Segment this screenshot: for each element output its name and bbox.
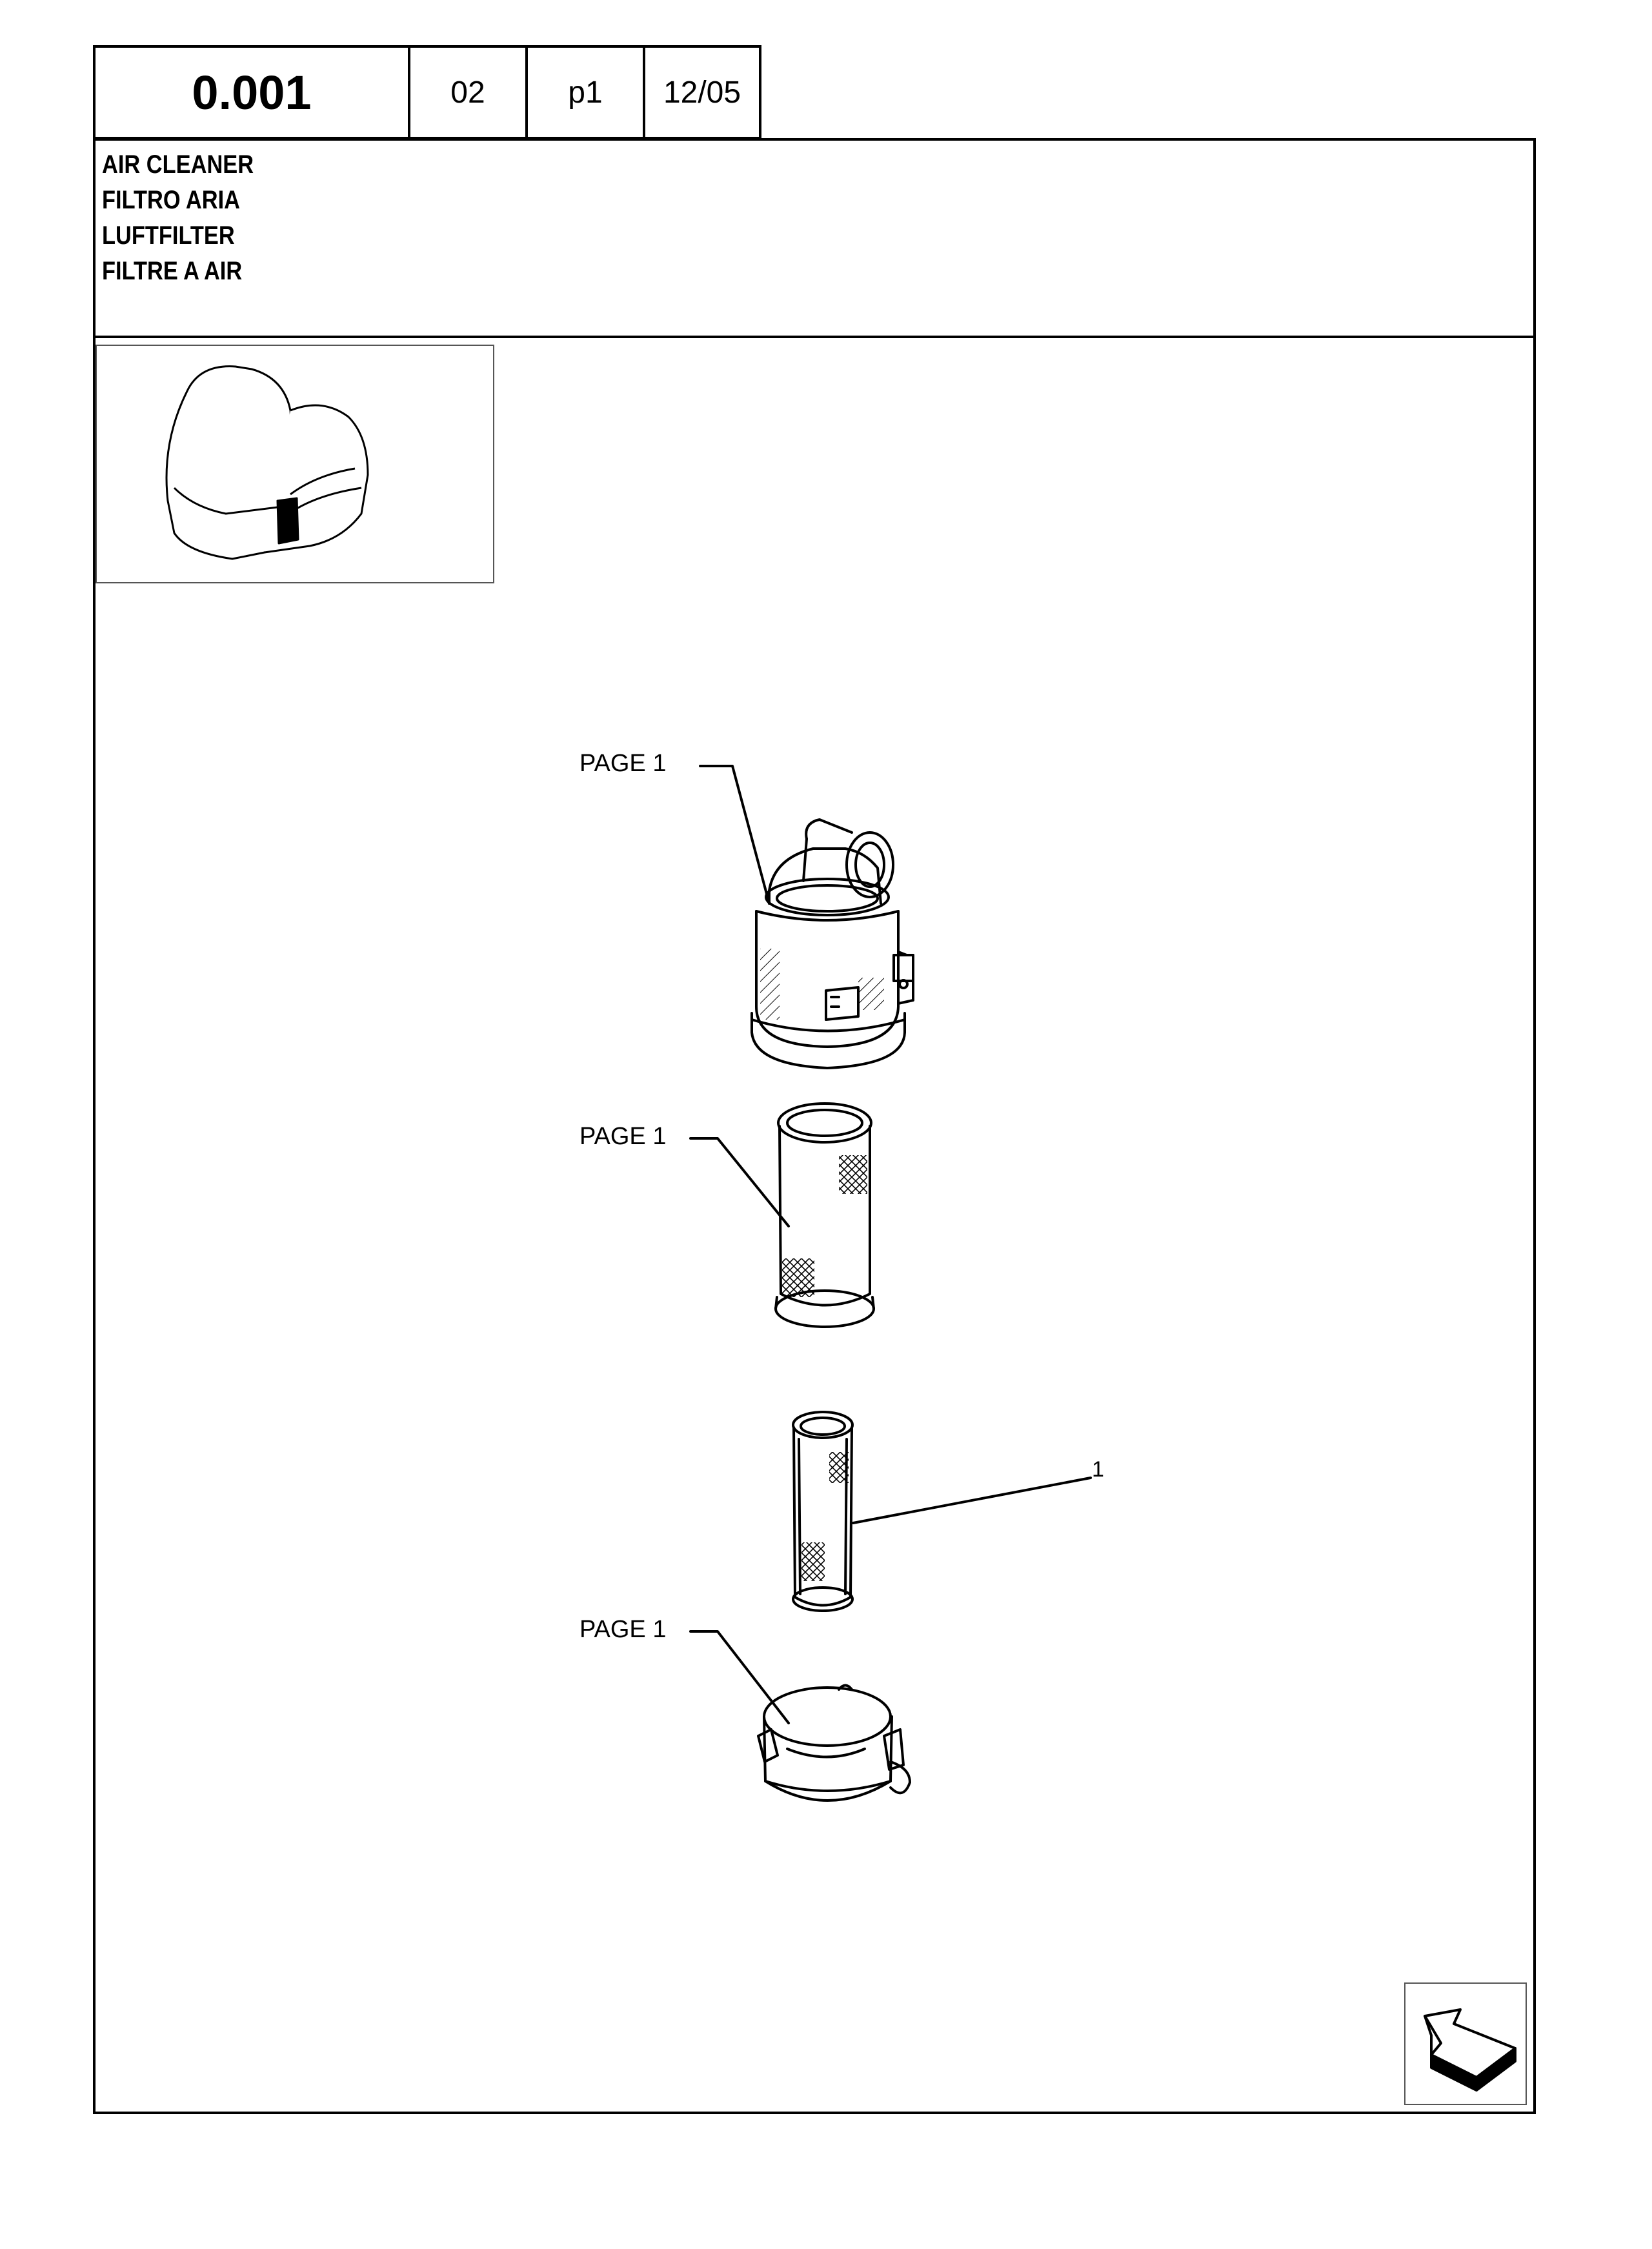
callout-safety-element-ref: 1 — [1092, 1457, 1104, 1482]
revision-text: 02 — [450, 75, 485, 110]
date-cell — [643, 45, 761, 139]
title-french: FILTRE A AIR — [102, 257, 243, 285]
section-code — [93, 45, 410, 139]
title-german: LUFTFILTER — [102, 221, 235, 250]
date-text: 12/05 — [663, 75, 741, 110]
locator-thumbnail — [96, 345, 494, 583]
title-english: AIR CLEANER — [102, 150, 254, 179]
title-italian: FILTRO ARIA — [102, 186, 241, 214]
revision-cell — [408, 45, 528, 139]
next-page-button[interactable] — [1404, 1982, 1527, 2105]
title-divider — [93, 336, 1536, 338]
title-block — [102, 147, 278, 289]
section-code-text: 0.001 — [192, 65, 312, 119]
page-text: p1 — [568, 75, 603, 110]
callout-cover[interactable]: PAGE 1 — [579, 1616, 667, 1643]
tractor-hood-thumbnail-icon — [97, 346, 493, 582]
page-cell — [525, 45, 645, 139]
next-page-arrow-icon — [1405, 1984, 1526, 2104]
callout-housing[interactable]: PAGE 1 — [579, 750, 667, 777]
callout-primary-element[interactable]: PAGE 1 — [579, 1123, 667, 1150]
